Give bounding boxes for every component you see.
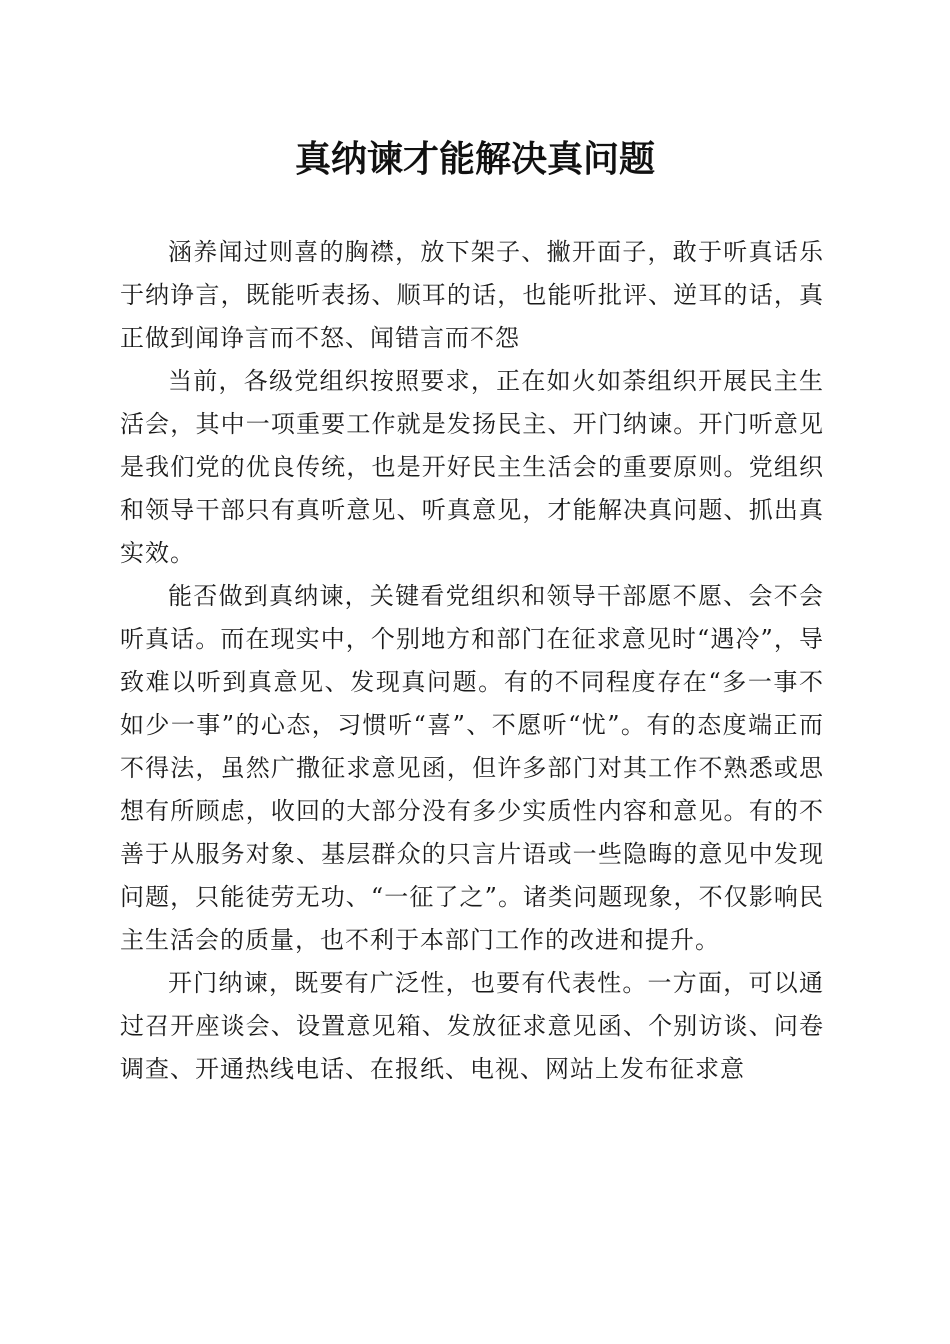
paragraph-4: 开门纳谏，既要有广泛性，也要有代表性。一方面，可以通过召开座谈会、设置意见箱、发放征求意见函、个别访谈、问卷调查、开通热线电话、在报纸、电视、网站上发布征求意	[120, 969, 824, 1083]
paragraph-2: 当前，各级党组织按照要求，正在如火如荼组织开展民主生活会，其中一项重要工作就是发扬民主、开门纳谏。开门听意见是我们党的优良传统，也是开好民主生活会的重要原则。党组织和领导干部只有真听意见、听真意见，才能解决真问题、抓出真实效。	[120, 367, 824, 567]
document-body	[120, 231, 824, 1091]
paragraph-1: 涵养闻过则喜的胸襟，放下架子、撇开面子，敢于听真话乐于纳诤言，既能听表扬、顺耳的话，也能听批评、逆耳的话，真正做到闻诤言而不怒、闻错言而不怨	[120, 238, 824, 352]
paragraph-3: 能否做到真纳谏，关键看党组织和领导干部愿不愿、会不会听真话。而在现实中，个别地方和部门在征求意见时“遇冷”，导致难以听到真意见、发现真问题。有的不同程度存在“多一事不如少一事”的心态，习惯听“喜”、不愿听“忧”。有的态度端正而不得法，虽然广撒征求意见函，但许多部门对其工作不熟悉或思想有所顾虑，收回的大部分没有多少实质性内容和意见。有的不善于从服务对象、基层群众的只言片语或一些隐晦的意见中发现问题，只能徒劳无功、“一征了之”。诸类问题现象，不仅影响民主生活会的质量，也不利于本部门工作的改进和提升。	[120, 582, 824, 954]
document-title: 真纳谏才能解决真问题	[294, 138, 655, 180]
